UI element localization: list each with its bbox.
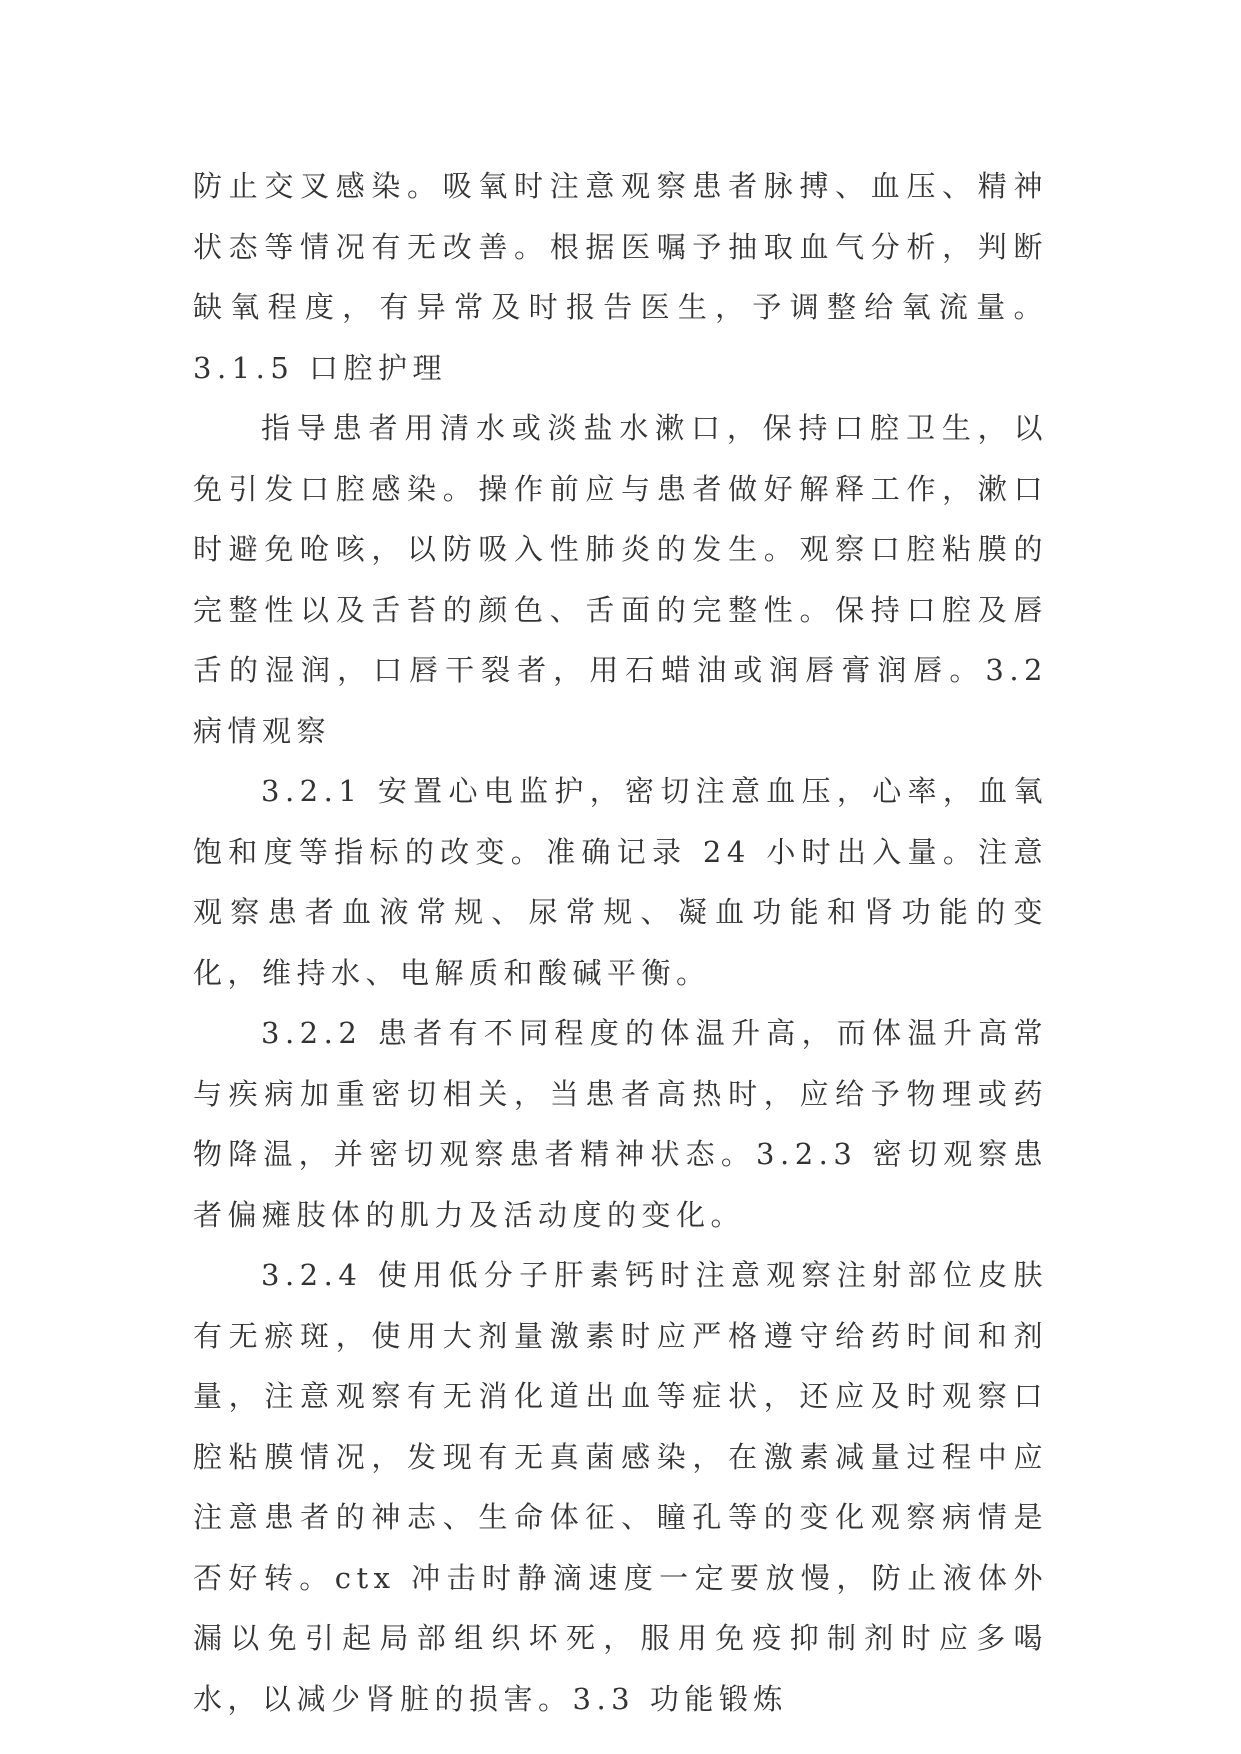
body-text xyxy=(193,156,1048,1729)
paragraph-ecg-monitoring: 3.2.1 安置心电监护，密切注意血压，心率，血氧饱和度等指标的改变。准确记录 24 小时出入量。注意观察患者血液常规、尿常规、凝血功能和肾功能的变化，维持水、电解质和酸碱平衡。 xyxy=(193,774,1048,990)
paragraph-medication: 3.2.4 使用低分子肝素钙时注意观察注射部位皮肤有无瘀斑，使用大剂量激素时应严格遵守给药时间和剂量，注意观察有无消化道出血等症状，还应及时观察口腔粘膜情况，发现有无真菌感染，在激素减量过程中应注意患者的神志、生命体征、瞳孔等的变化观察病情是否好转。ctx 冲击时静滴速度一定要放慢，防止液体外漏以免引起局部组织坏死，服用免疫抑制剂时应多喝水，以减少肾脏的损害。3.3 功能锻炼 xyxy=(193,1258,1048,1716)
paragraph-oxygen-care: 防止交叉感染。吸氧时注意观察患者脉搏、血压、精神状态等情况有无改善。根据医嘱予抽取血气分析，判断缺氧程度，有异常及时报告医生，予调整给氧流量。3.1.5 口腔护理 xyxy=(193,169,1048,385)
paragraph-temperature: 3.2.2 患者有不同程度的体温升高，而体温升高常与疾病加重密切相关，当患者高热时，应给予物理或药物降温，并密切观察患者精神状态。3.2.3 密切观察患者偏瘫肢体的肌力及活动度的变化。 xyxy=(193,1016,1048,1232)
paragraph-oral-care: 指导患者用清水或淡盐水漱口，保持口腔卫生，以免引发口腔感染。操作前应与患者做好解释工作，漱口时避免呛咳，以防吸入性肺炎的发生。观察口腔粘膜的完整性以及舌苔的颜色、舌面的完整性。保持口腔及唇舌的湿润，口唇干裂者，用石蜡油或润唇膏润唇。3.2 病情观察 xyxy=(193,411,1048,748)
